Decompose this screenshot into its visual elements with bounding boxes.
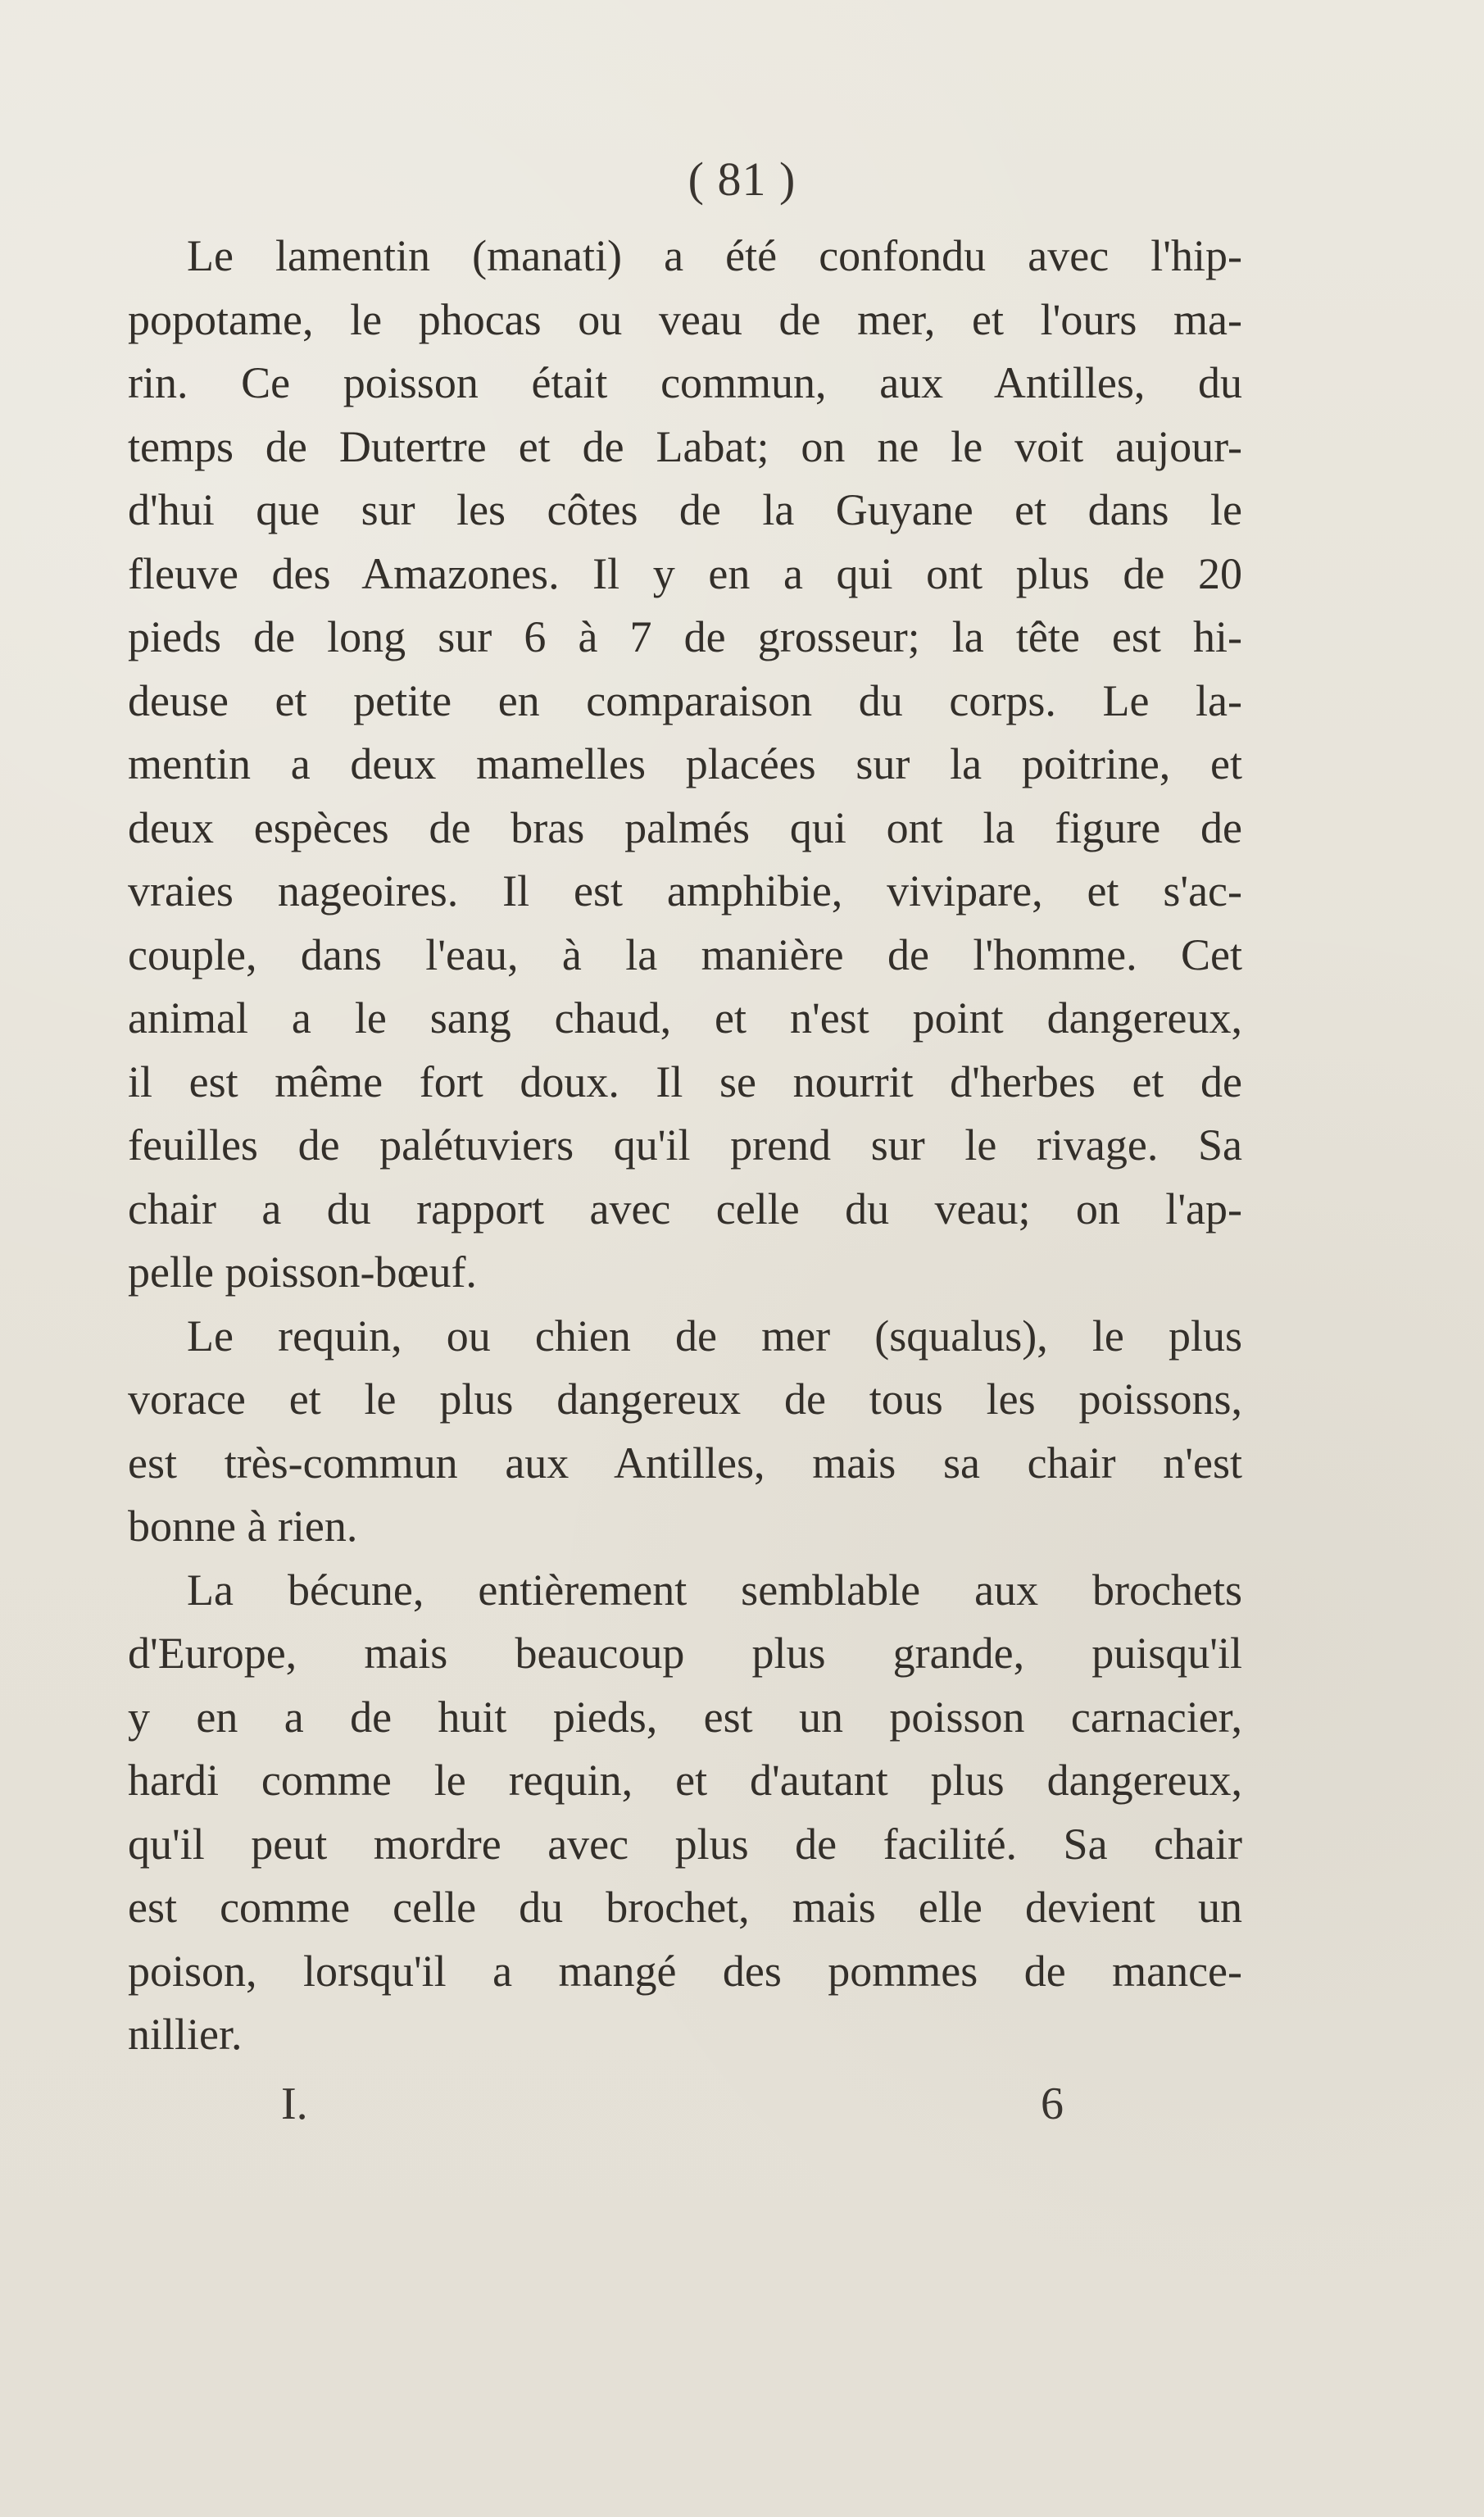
text-line: vraies nageoires. Il est amphibie, vivipare, et s'ac- (128, 866, 1242, 915)
text-line: bonne à rien. (128, 1502, 358, 1551)
page-footer (0, 2078, 1484, 2143)
text-line: mentin a deux mamelles placées sur la poitrine, et (128, 739, 1242, 788)
text-line: y en a de huit pieds, est un poisson carnacier, (128, 1692, 1242, 1742)
volume-mark: I. (281, 2079, 308, 2129)
text-line: deuse et petite en comparaison du corps. Le la- (128, 675, 1242, 725)
text-line: est comme celle du brochet, mais elle devient un (128, 1883, 1242, 1932)
text-line: hardi comme le requin, et d'autant plus dangereux, (128, 1756, 1242, 1805)
text-line: deux espèces de bras palmés qui ont la figure de (128, 802, 1242, 852)
text-line: fleuve des Amazones. Il y en a qui ont plus de 20 (128, 548, 1242, 598)
text-line: d'Europe, mais beaucoup plus grande, puisqu'il (128, 1629, 1242, 1678)
text-line: chair a du rapport avec celle du veau; on l'ap- (128, 1184, 1242, 1234)
text-line: popotame, le phocas ou veau de mer, et l'ours ma- (128, 294, 1242, 344)
text-line: La bécune, entièrement semblable aux brochets (187, 1565, 1242, 1615)
text-line: pieds de long sur 6 à 7 de grosseur; la tête est hi- (128, 612, 1242, 661)
body-text (128, 225, 1242, 2067)
text-line: il est même fort doux. Il se nourrit d'herbes et de (128, 1056, 1242, 1106)
text-line: feuilles de palétuviers qu'il prend sur le rivage. Sa (128, 1120, 1242, 1170)
text-line: est très-commun aux Antilles, mais sa chair n'est (128, 1438, 1242, 1488)
text-line: pelle poisson-bœuf. (128, 1247, 477, 1297)
text-line: vorace et le plus dangereux de tous les poissons, (128, 1374, 1242, 1424)
text-line: poison, lorsqu'il a mangé des pommes de mance- (128, 1946, 1242, 1996)
text-line: rin. Ce poisson était commun, aux Antilles, du (128, 358, 1242, 407)
text-line: d'hui que sur les côtes de la Guyane et dans le (128, 485, 1242, 534)
text-line: Le requin, ou chien de mer (squalus), le plus (187, 1311, 1242, 1361)
signature-mark: 6 (1041, 2079, 1064, 2129)
text-line: Le lamentin (manati) a été confondu avec l'hip- (187, 231, 1242, 280)
text-line: temps de Dutertre et de Labat; on ne le voit aujour- (128, 421, 1242, 471)
page-number-header: ( 81 ) (688, 152, 796, 206)
text-line: qu'il peut mordre avec plus de facilité. Sa chair (128, 1819, 1242, 1869)
text-line: nillier. (128, 2010, 243, 2059)
text-line: couple, dans l'eau, à la manière de l'homme. Cet (128, 929, 1242, 979)
text-line: animal a le sang chaud, et n'est point dangereux, (128, 993, 1242, 1043)
